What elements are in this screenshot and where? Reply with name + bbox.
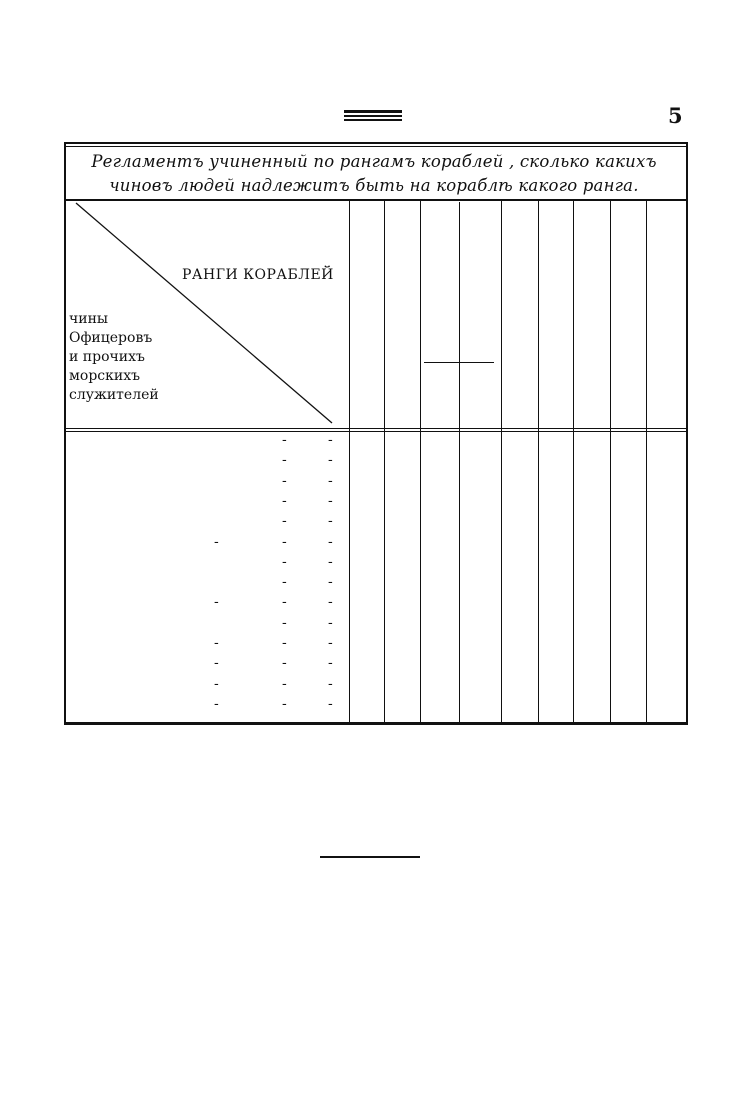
row-dash: -: [328, 432, 333, 448]
row-dash: -: [328, 492, 333, 509]
header-officers-line-4: морскихъ: [69, 368, 141, 384]
row-dash: -: [282, 635, 287, 651]
header-ranks-of-officers: [69, 310, 159, 405]
row-dash: -: [328, 553, 333, 570]
row-dash: -: [214, 675, 219, 692]
column-divider: [538, 201, 539, 722]
row-dash: -: [282, 432, 287, 448]
row-dash: -: [328, 675, 333, 692]
page-number: 5: [668, 103, 683, 128]
row-dash: -: [214, 695, 219, 712]
header-ornament: [344, 110, 402, 120]
title-line-1: Регламентъ учиненный по рангамъ кораблей , сколько какихъ: [91, 152, 657, 171]
header-officers-line-1: чины: [69, 311, 109, 327]
row-dash: -: [328, 472, 333, 489]
table-title: [68, 150, 680, 198]
row-dash: -: [214, 655, 219, 672]
header-officers-line-2: Офицеровъ: [69, 330, 153, 346]
column-divider: [384, 201, 385, 722]
row-dash: -: [282, 655, 287, 672]
row-dash: -: [328, 533, 333, 550]
row-dash: -: [282, 553, 287, 570]
row-dash: -: [282, 513, 287, 530]
header-body-divider: [66, 428, 686, 429]
row-dash: -: [282, 614, 287, 631]
column-divider: [459, 202, 460, 722]
row-dash: -: [282, 452, 287, 469]
row-dash: -: [214, 533, 219, 550]
row-dash: -: [328, 614, 333, 631]
column-divider: [420, 201, 421, 722]
header-officers-line-5: служителей: [69, 387, 159, 403]
row-dash: -: [282, 695, 287, 712]
row-dash: -: [328, 695, 333, 712]
row-dash: -: [328, 635, 333, 651]
column-divider: [349, 201, 350, 722]
row-dash: -: [328, 574, 333, 591]
column-divider: [610, 201, 611, 722]
row-dash: -: [282, 472, 287, 489]
header-officers-line-3: и прочихъ: [69, 349, 145, 365]
rank76-subheader-rule: [424, 362, 494, 363]
row-dash: -: [214, 594, 219, 611]
row-dash: -: [282, 574, 287, 591]
row-dash: -: [282, 594, 287, 611]
row-dash: -: [282, 492, 287, 509]
header-body-divider-2: [66, 431, 686, 432]
row-dash: -: [282, 675, 287, 692]
title-line-2: чиновъ людей надлежитъ быть на кораблѣ какого ранга.: [109, 176, 639, 195]
column-divider: [573, 201, 574, 722]
column-divider: [501, 201, 502, 722]
row-dash: -: [328, 452, 333, 469]
column-divider: [646, 201, 647, 722]
row-dash: -: [214, 635, 219, 651]
row-dash: -: [328, 513, 333, 530]
table-frame-inner-line: [64, 146, 688, 147]
row-dash: -: [328, 594, 333, 611]
row-dash: -: [282, 533, 287, 550]
footer-rule: [320, 856, 420, 858]
row-dash: -: [328, 655, 333, 672]
header-ranks-label: РАНГИ КОРАБЛЕЙ: [182, 267, 334, 283]
table-frame-bottom: [64, 722, 688, 725]
